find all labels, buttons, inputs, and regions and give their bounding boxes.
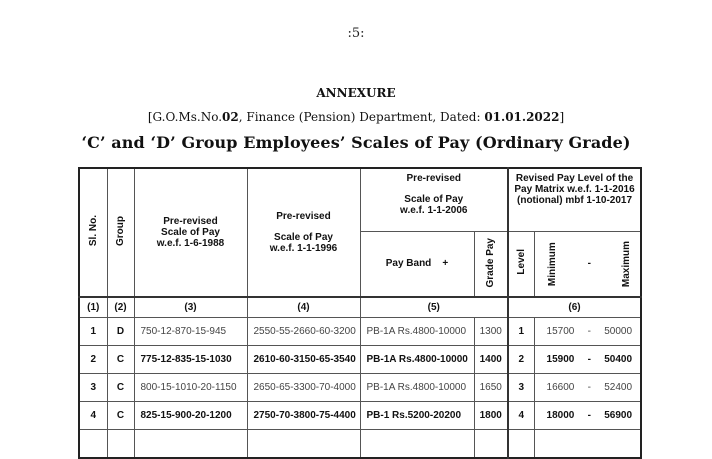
table-body xyxy=(79,317,641,458)
maximum-value: 56900 xyxy=(604,409,633,421)
header-grade-pay: Grade Pay xyxy=(474,231,508,297)
header-group: Group xyxy=(107,168,134,297)
header-scale-2006: Pre-revised Scale of Pay w.e.f. 1-1-2006 xyxy=(360,168,508,231)
level-cell: 1 xyxy=(508,317,534,345)
scale-1996-cell: 2750-70-3800-75-4400 xyxy=(247,401,360,429)
header-row-1 xyxy=(79,168,641,231)
col-num-1: (1) xyxy=(79,297,107,317)
table-row xyxy=(79,401,641,429)
maximum-value: 50000 xyxy=(604,325,633,337)
header-scale-1988: Pre-revised Scale of Pay w.e.f. 1-6-1988 xyxy=(134,168,247,297)
header-revised-level: Revised Pay Level of the Pay Matrix w.e.f. 1-1-2016 (notional) mbf 1-10-2017 xyxy=(508,168,641,231)
header-pay-band: Pay Band + xyxy=(360,231,474,297)
go-reference xyxy=(0,110,712,124)
level-cell: 2 xyxy=(508,345,534,373)
table-row-partial xyxy=(79,429,641,458)
min-max-cell xyxy=(534,373,641,401)
table-row xyxy=(79,373,641,401)
grade-pay-cell: 1650 xyxy=(474,373,508,401)
ref-middle: , Finance (Pension) Department, Dated: xyxy=(238,110,485,124)
grade-pay-cell: 1800 xyxy=(474,401,508,429)
ref-suffix: ] xyxy=(559,110,565,124)
sl-no-cell: 2 xyxy=(79,345,107,373)
sl-no-cell: 1 xyxy=(79,317,107,345)
group-cell: C xyxy=(107,401,134,429)
grade-pay-cell: 1300 xyxy=(474,317,508,345)
group-cell: C xyxy=(107,345,134,373)
range-dash: - xyxy=(587,381,591,393)
grade-pay-cell: 1400 xyxy=(474,345,508,373)
go-date: 01.01.2022 xyxy=(484,110,560,124)
scale-1996-cell: 2650-65-3300-70-4000 xyxy=(247,373,360,401)
range-dash: - xyxy=(587,409,591,421)
minimum-value: 16600 xyxy=(546,381,575,393)
scale-1988-cell: 825-15-900-20-1200 xyxy=(134,401,247,429)
group-cell: C xyxy=(107,373,134,401)
level-cell: 4 xyxy=(508,401,534,429)
scale-1996-cell: 2550-55-2660-60-3200 xyxy=(247,317,360,345)
page-number: :5: xyxy=(347,26,365,41)
sl-no-cell: 3 xyxy=(79,373,107,401)
group-cell: D xyxy=(107,317,134,345)
go-number: 02 xyxy=(222,110,239,124)
min-max-cell xyxy=(534,401,641,429)
scale-1996-cell: 2610-60-3150-65-3540 xyxy=(247,345,360,373)
scale-1988-cell: 800-15-1010-20-1150 xyxy=(134,373,247,401)
pay-band-cell: PB-1 Rs.5200-20200 xyxy=(360,401,474,429)
min-max-cell xyxy=(534,317,641,345)
header-min-max: Minimum - Maximum xyxy=(534,231,641,297)
header-sl-no: Sl. No. xyxy=(79,168,107,297)
col-num-2: (2) xyxy=(107,297,134,317)
annexure-heading: ANNEXURE xyxy=(316,86,396,100)
minimum-value: 18000 xyxy=(546,409,575,421)
range-dash: - xyxy=(587,325,591,337)
range-dash: - xyxy=(587,353,591,365)
minimum-value: 15900 xyxy=(546,353,575,365)
table-row xyxy=(79,317,641,345)
col-num-4: (4) xyxy=(247,297,360,317)
col-num-3: (3) xyxy=(134,297,247,317)
header-scale-1996: Pre-revised Scale of Pay w.e.f. 1-1-1996 xyxy=(247,168,360,297)
minimum-value: 15700 xyxy=(546,325,575,337)
ref-prefix: [G.O.Ms.No. xyxy=(147,110,223,124)
column-number-row xyxy=(79,297,641,317)
header-level: Level xyxy=(508,231,534,297)
col-num-6: (6) xyxy=(508,297,641,317)
pay-band-cell: PB-1A Rs.4800-10000 xyxy=(360,317,474,345)
scale-1988-cell: 775-12-835-15-1030 xyxy=(134,345,247,373)
scale-1988-cell: 750-12-870-15-945 xyxy=(134,317,247,345)
pay-scales-table xyxy=(78,167,642,459)
level-cell: 3 xyxy=(508,373,534,401)
document-title: ‘C’ and ‘D’ Group Employees’ Scales of Pay (Ordinary Grade) xyxy=(81,133,631,152)
pay-band-cell: PB-1A Rs.4800-10000 xyxy=(360,345,474,373)
maximum-value: 50400 xyxy=(604,353,633,365)
min-max-cell xyxy=(534,345,641,373)
maximum-value: 52400 xyxy=(604,381,633,393)
sl-no-cell: 4 xyxy=(79,401,107,429)
table-row xyxy=(79,345,641,373)
col-num-5: (5) xyxy=(360,297,508,317)
pay-band-cell: PB-1A Rs.4800-10000 xyxy=(360,373,474,401)
